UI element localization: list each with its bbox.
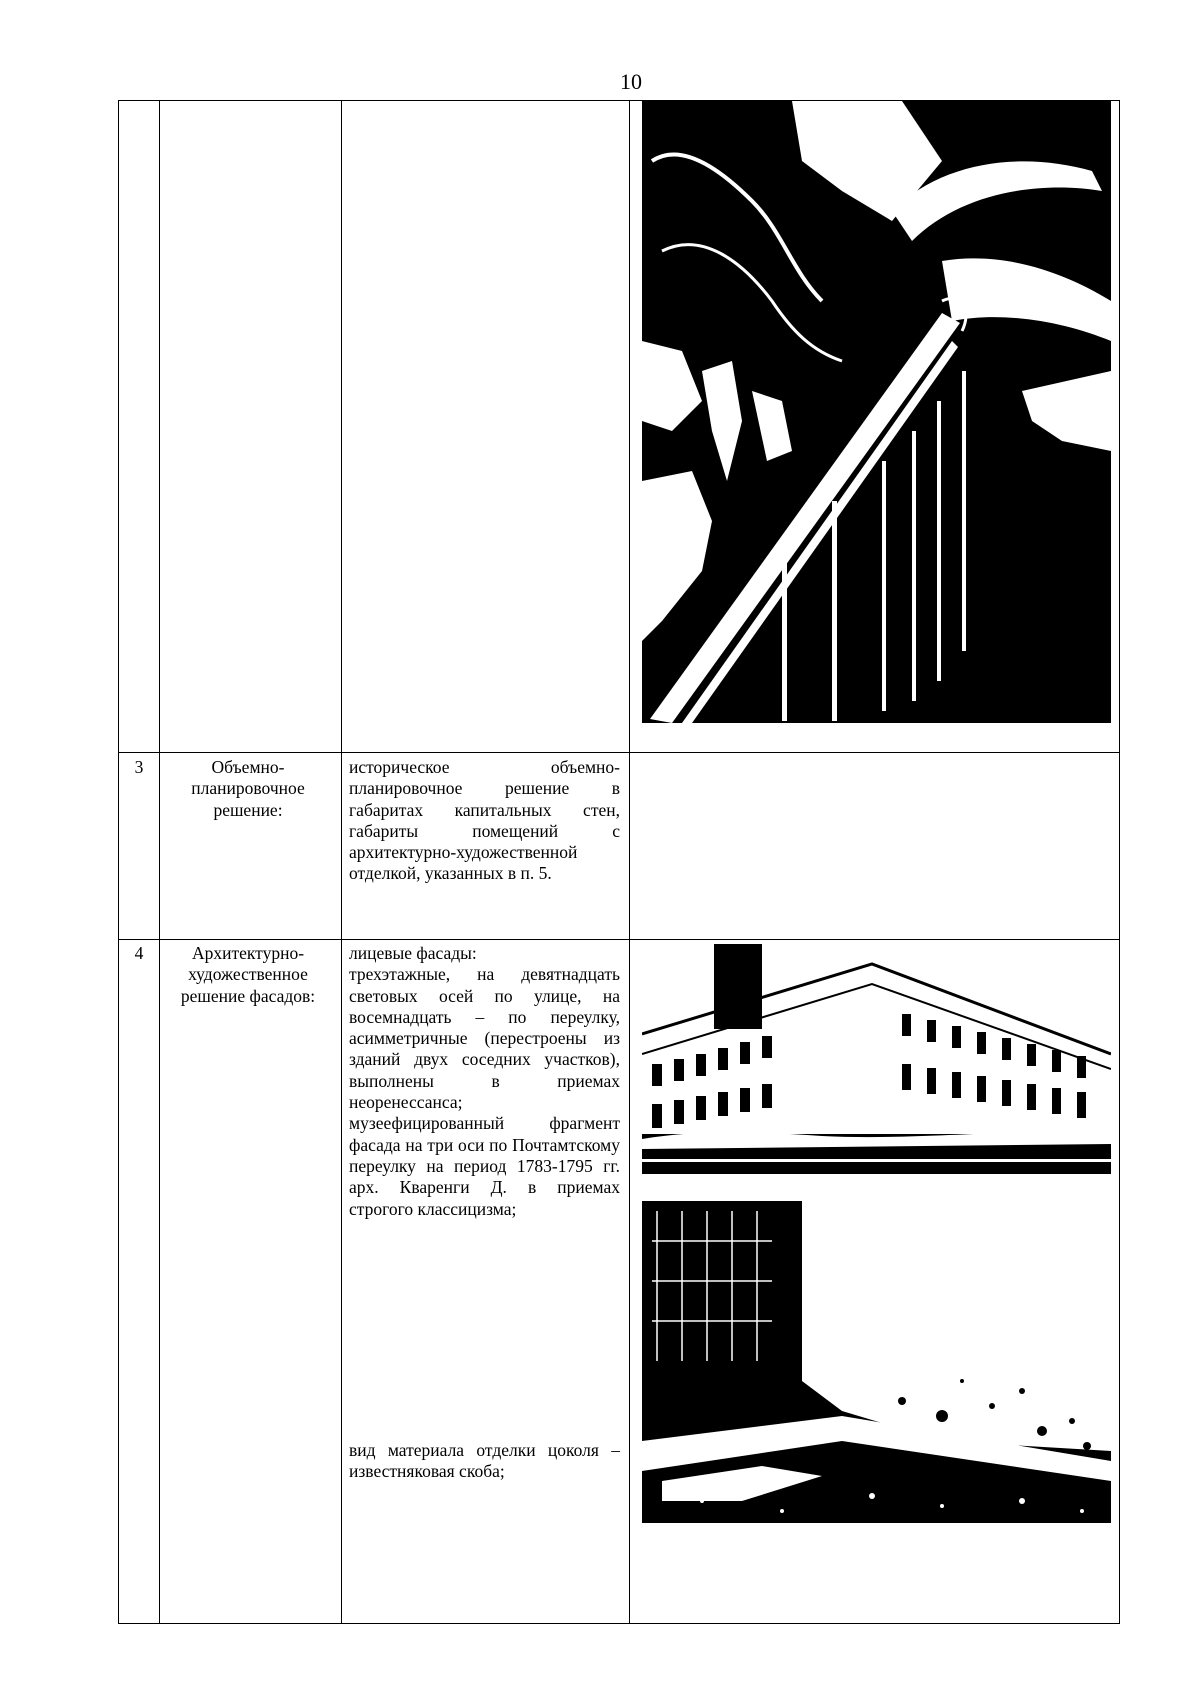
- row-description: [349, 943, 620, 1220]
- row-number: 4: [134, 943, 144, 963]
- column-divider: [341, 101, 342, 1623]
- description-paragraph: лицевые фасады:: [349, 943, 477, 963]
- row-description: [349, 757, 620, 885]
- row-label-line: решение фасадов:: [180, 985, 316, 1006]
- column-divider: [159, 101, 160, 1623]
- row-number: 3: [134, 757, 144, 777]
- document-table: [118, 100, 1120, 1624]
- plinth-material-text: вид материала отделки цоколя – известняковая скоба;: [349, 1440, 620, 1482]
- plinth-finish-photo: [642, 1201, 1111, 1523]
- row-divider: [119, 939, 1119, 940]
- row-divider: [119, 752, 1119, 753]
- row-label-line: Объемно-: [211, 757, 285, 777]
- row-label-line: художественное: [188, 964, 308, 985]
- column-divider: [629, 101, 630, 1623]
- description-paragraph: историческое объемно-планировочное решение в габаритах капитальных стен, габариты помещений с архитектурно-художественной отделкой, указанных в п. 5.: [349, 757, 620, 884]
- building-facade-photo: [642, 944, 1111, 1174]
- description-paragraph: музеефицированный фрагмент фасада на три оси по Почтамтскому переулку на период 1783-1795 гг. арх. Кваренги Д. в приемах строгого классицизма;: [349, 1113, 620, 1219]
- row-label-line: Архитектурно-: [191, 943, 305, 963]
- row-label-line: планировочное: [191, 778, 305, 799]
- staircase-railing-photo: [642, 101, 1111, 723]
- row-label: [163, 757, 333, 821]
- page-number: 10: [620, 69, 642, 94]
- description-paragraph: трехэтажные, на девятнадцать световых осей по улице, на восемнадцать – по переулку, асимметричные (перестроены из зданий двух соседних участков), выполнены в приемах неоренессанса;: [349, 964, 620, 1113]
- row-label: [163, 943, 333, 1007]
- row-label-line: решение:: [213, 799, 283, 820]
